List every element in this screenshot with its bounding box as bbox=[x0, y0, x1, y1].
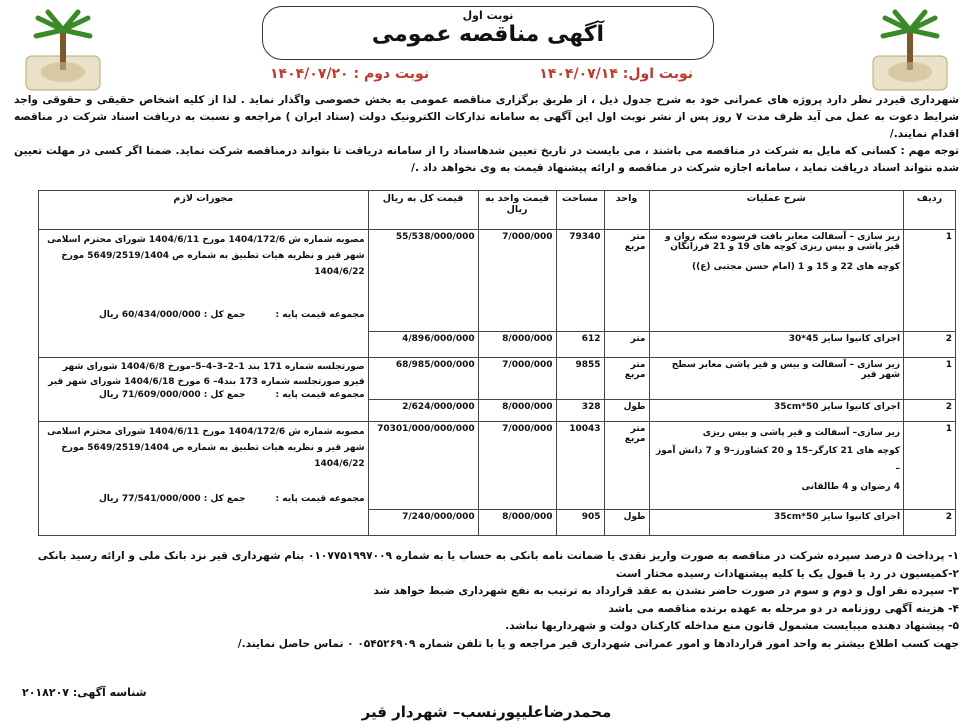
sum-value: جمع کل : 71/609/000/000 ریال bbox=[98, 390, 246, 400]
cell-row: 2 bbox=[904, 332, 956, 358]
tender-table bbox=[38, 190, 956, 536]
header-unit: واحد bbox=[604, 191, 649, 230]
cell-unit: طول bbox=[604, 400, 649, 422]
condition-item: ۵- پیشنهاد دهنده میبایست مشمول قانون منع مداخله کارکنان دولت و شهرداریها نباشد. bbox=[505, 620, 959, 632]
cell-unit: متر مربع bbox=[604, 230, 649, 332]
header-permits: مجوزات لازم bbox=[39, 191, 369, 230]
cell-permits bbox=[39, 230, 369, 358]
cell-row: 1 bbox=[904, 358, 956, 400]
cell-area: 10043 bbox=[556, 422, 604, 510]
base-price-sum bbox=[42, 494, 365, 504]
cell-area: 612 bbox=[556, 332, 604, 358]
header-total-price: قیمت کل به ریال bbox=[368, 191, 478, 230]
header-description: شرح عملیات bbox=[649, 191, 904, 230]
cell-total-price: 7/240/000/000 bbox=[368, 510, 478, 536]
cell-area: 328 bbox=[556, 400, 604, 422]
base-price-sum bbox=[42, 310, 365, 320]
cell-area: 9855 bbox=[556, 358, 604, 400]
cell-unit-price: 8/000/000 bbox=[478, 332, 556, 358]
first-round-date: نوبت اول: ۱۴۰۴/۰۷/۱۴ bbox=[539, 66, 693, 82]
second-round-date: نوبت دوم : ۱۴۰۴/۰۷/۲۰ bbox=[270, 66, 430, 82]
cell-unit: طول bbox=[604, 510, 649, 536]
sum-value: جمع کل : 60/434/000/000 ریال bbox=[98, 310, 246, 320]
municipality-logo-icon bbox=[855, 8, 965, 96]
intro-paragraph: شهرداری قیردر نظر دارد پروژه های عمرانی خود به شرح جدول ذیل ، از طریق برگزاری مناقصه عمومی به بخش خصوصی واگذار نماید . لذا از کلیه اشخاص حقیقی و حقوقی واجد شرایط دعوت به عمل می آید ظرف مدت ۷ روز پس از نشر نوبت اول این آگهی به سامانه تدارکات الکترونیک دولت (ستاد ایران ) مراجعه و نسبت به دریافت اسناد شرکت در مناقصه اقدام نمایند./ bbox=[14, 94, 959, 140]
cell-unit: متر مربع bbox=[604, 422, 649, 510]
cell-unit-price: 8/000/000 bbox=[478, 510, 556, 536]
sum-value: جمع کل : 77/541/000/000 ریال bbox=[98, 494, 246, 504]
cell-unit: متر مربع bbox=[604, 358, 649, 400]
round-label: نوبت اول bbox=[462, 9, 514, 22]
table-row bbox=[39, 230, 956, 332]
cell-row: 2 bbox=[904, 510, 956, 536]
cell-unit-price: 8/000/000 bbox=[478, 400, 556, 422]
condition-item: ۱- پرداخت ۵ درصد سپرده شرکت در مناقصه به صورت واریز نقدی یا ضمانت نامه بانکی به حساب یا به شماره ۰۱۰۷۷۵۱۹۹۷۰۰۹ بنام شهرداری قیر نزد بانک ملی و ارائه رسید بانکی bbox=[37, 550, 959, 562]
cell-row: 2 bbox=[904, 400, 956, 422]
cell-total-price: 4/896/000/000 bbox=[368, 332, 478, 358]
base-price-sum bbox=[42, 390, 365, 400]
header-area: مساحت bbox=[556, 191, 604, 230]
table-row bbox=[39, 422, 956, 510]
cell-area: 79340 bbox=[556, 230, 604, 332]
header-unit-price: قیمت واحد به ریال bbox=[478, 191, 556, 230]
cell-desc: اجرای کانیوا سایز 50*35cm bbox=[649, 400, 904, 422]
sum-label: مجموعه قیمت پایه : bbox=[275, 390, 365, 400]
condition-item: ۲-کمیسیون در رد یا قبول یک یا کلیه پیشنهادات رسیده مختار است bbox=[615, 567, 959, 580]
cell-desc: زیر سازی– آسفالت و قیر پاشی و بیس ریزی کوچه های 21 کارگر–15 و 20 کشاورز–9 و 7 دانش آموز – 4 رضوان و 4 طالقانی bbox=[649, 422, 904, 510]
cell-row: 1 bbox=[904, 422, 956, 510]
conditions-list bbox=[14, 548, 959, 653]
sum-label: مجموعه قیمت پایه : bbox=[275, 310, 365, 320]
cell-desc: اجرای کانیوا سایز 50*35cm bbox=[649, 510, 904, 536]
permits-text: مصوبه شماره ش 1404/172/6 مورخ 1404/6/11 شورای محترم اسلامی شهر قیر و نظریه هیات تطبیق به شماره ص 5649/2519/1404 مورخ 1404/6/22 bbox=[47, 427, 365, 469]
cell-total-price: 2/624/000/000 bbox=[368, 400, 478, 422]
condition-item: ۳- سپرده نفر اول و دوم و سوم در صورت حاضر نشدن به عقد قرارداد به ترتیب به نفع شهرداری ضبط خواهد شد bbox=[373, 585, 959, 597]
cell-permits bbox=[39, 358, 369, 422]
ad-id: شناسه آگهی: ۲۰۱۸۲۰۷ bbox=[22, 686, 147, 699]
municipality-logo-icon bbox=[8, 8, 118, 96]
cell-area: 905 bbox=[556, 510, 604, 536]
cell-unit-price: 7/000/000 bbox=[478, 422, 556, 510]
intro-text bbox=[14, 92, 959, 177]
page-title: آگهی مناقصه عمومی bbox=[371, 22, 605, 47]
cell-unit: متر bbox=[604, 332, 649, 358]
cell-total-price: 68/985/000/000 bbox=[368, 358, 478, 400]
important-note: توجه مهم : کسانی که مایل به شرکت در مناقصه می باشند ، می بایست در تاریخ تعیین شدهاسناد را از سامانه دریافت تا بتواند درمناقصه شرکت نماید. ضمنا اگر کسی در مهلت تعیین شده نتواند اسناد دریافت نماید ، سامانه اجازه شرکت در مناقصه و ارائه پیشنهاد قیمت به وی نخواهد داد ./ bbox=[14, 145, 959, 174]
header-row-number: ردیف bbox=[904, 191, 956, 230]
cell-desc: زیر سازی – آسفالت و بیس و قیر پاشی معابر سطح شهر قیر bbox=[649, 358, 904, 400]
cell-row: 1 bbox=[904, 230, 956, 332]
cell-desc: اجرای کانیوا سایز 45*30 bbox=[649, 332, 904, 358]
sum-label: مجموعه قیمت پایه : bbox=[275, 494, 365, 504]
permits-text: مصوبه شماره ش 1404/172/6 مورخ 1404/6/11 شورای محترم اسلامی شهر قیر و نظریه هیات تطبیق به شماره ص 5649/2519/1404 مورخ 1404/6/22 bbox=[47, 235, 365, 277]
cell-permits bbox=[39, 422, 369, 536]
cell-total-price: 70301/000/000/000 bbox=[368, 422, 478, 510]
condition-item: ۴- هزینه آگهی روزنامه در دو مرحله به عهده برنده مناقصه می باشد bbox=[608, 602, 959, 615]
title-box bbox=[262, 6, 714, 60]
signature: محمدرضاعلیپورنسب– شهردار قیر bbox=[361, 703, 612, 721]
cell-unit-price: 7/000/000 bbox=[478, 230, 556, 332]
cell-unit-price: 7/000/000 bbox=[478, 358, 556, 400]
table-header-row bbox=[39, 191, 956, 230]
cell-desc: زیر سازی – آسفالت معابر بافت فرسوده سکه روان و قیر پاشی و بیس ریزی کوچه های 19 و 21 فرزانگان کوچه های 22 و 15 و 1 (امام حسن مجتبی (ع)) bbox=[649, 230, 904, 332]
table-row bbox=[39, 358, 956, 400]
permits-text: صورتجلسه شماره 171 بند 1–2–3–4–5–مورخ 1404/6/8 شورای شهر قیرو صورتجلسه شماره 173 بند4– 6 مورخ 1404/6/18 شورای شهر قیر bbox=[48, 362, 365, 387]
cell-total-price: 55/538/000/000 bbox=[368, 230, 478, 332]
contact-info: جهت کسب اطلاع بیشتر به واحد امور قراردادها و امور عمرانی شهرداری قیر مراجعه و یا با تلفن شماره ۰۵۴۵۲۶۹۰۹ ۰ تماس حاصل نمایند./ bbox=[237, 637, 959, 650]
